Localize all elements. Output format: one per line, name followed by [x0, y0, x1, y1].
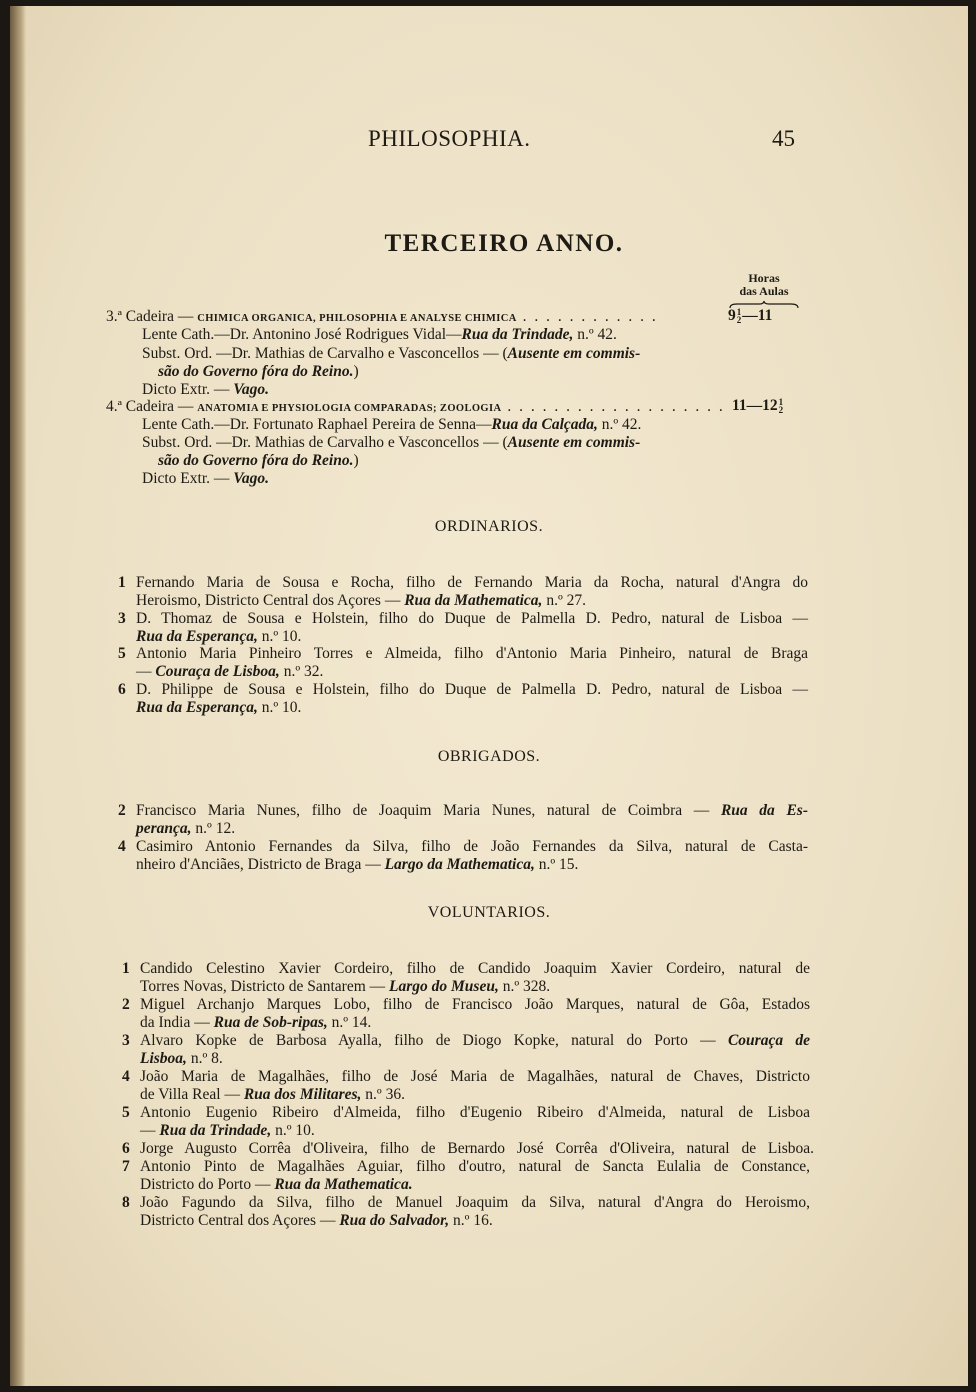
cadeira-3-heading: 3.ª Cadeira — CHIMICA ORGANICA, PHILOSOPHIA E ANALYSE CHIMICA . . . . . . . . . . . .	[106, 308, 658, 325]
list-item: 4 Casimiro Antonio Fernandes da Silva, filho de João Fernandes da Silva, natural de Casta-	[118, 838, 808, 855]
list-item-cont: Lisboa, n.º 8.	[140, 1050, 223, 1067]
list-item-cont: Rua da Esperança, n.º 10.	[136, 628, 302, 645]
book-page	[10, 6, 968, 1386]
list-item: 3 D. Thomaz de Sousa e Holstein, filho do Duque de Palmella D. Pedro, natural de Lisboa —	[118, 610, 808, 627]
hours-header-line1: Horas	[748, 271, 780, 285]
list-item: 5 Antonio Maria Pinheiro Torres e Almeida, filho d'Antonio Maria Pinheiro, natural de Braga	[118, 645, 808, 662]
cadeira-subject: ANATOMIA E PHYSIOLOGIA COMPARADAS; ZOOLOGIA	[197, 403, 502, 414]
page-number: 45	[772, 126, 795, 151]
list-item-cont: nheiro d'Anciães, Districto de Braga — Largo da Mathematica, n.º 15.	[136, 856, 579, 873]
list-item-cont: perança, n.º 12.	[136, 820, 236, 837]
year-title: TERCEIRO ANNO.	[384, 230, 624, 257]
list-item: 5 Antonio Eugenio Ribeiro d'Almeida, filho d'Eugenio Ribeiro d'Almeida, natural de Lisboa	[122, 1104, 810, 1121]
cadeira-3-extr: Dicto Extr. — Vago.	[142, 381, 270, 398]
list-item: 8 João Fagundo da Silva, filho de Manuel Joaquim da Silva, natural d'Angra do Heroismo,	[122, 1194, 810, 1211]
cadeira-label: Cadeira —	[125, 308, 194, 325]
list-item: 6 D. Philippe de Sousa e Holstein, filho do Duque de Palmella D. Pedro, natural de Lisboa —	[118, 681, 808, 698]
list-item: 2 Francisco Maria Nunes, filho de Joaquim Maria Nunes, natural de Coimbra — Rua da Es-	[118, 802, 808, 819]
section-heading-voluntarios: VOLUNTARIOS.	[427, 904, 551, 921]
cadeira-3-subst: Subst. Ord. —Dr. Mathias de Carvalho e Vasconcellos — (Ausente em commis-	[142, 345, 641, 362]
list-item-cont: Districto do Porto — Rua da Mathematica.	[140, 1176, 413, 1193]
list-item-cont: Rua da Esperança, n.º 10.	[136, 699, 302, 716]
list-item-cont: — Couraça de Lisboa, n.º 32.	[136, 663, 324, 680]
cadeira-number: 4.ª	[106, 398, 122, 415]
list-item: 1 Candido Celestino Xavier Cordeiro, filho de Candido Joaquim Xavier Cordeiro, natural de	[122, 960, 810, 977]
list-item-cont: de Villa Real — Rua dos Militares, n.º 36.	[140, 1086, 405, 1103]
list-item-cont: da India — Rua de Sob-ripas, n.º 14.	[140, 1014, 372, 1031]
list-item: 7 Antonio Pinto de Magalhães Aguiar, filho d'outro, natural de Sancta Eulalia de Constance,	[122, 1158, 810, 1175]
half-fraction: 1 2	[736, 307, 742, 326]
cadeira-3-hours: 9 1 2 —11	[728, 307, 773, 326]
hours-column-header	[726, 272, 802, 309]
section-heading-obrigados: OBRIGADOS.	[437, 748, 541, 765]
cadeira-4-subst: Subst. Ord. —Dr. Mathias de Carvalho e Vasconcellos — (Ausente em commis-	[142, 434, 641, 451]
page-spine-shadow	[10, 6, 26, 1386]
list-item-cont: Torres Novas, Districto de Santarem — Largo do Museu, n.º 328.	[140, 978, 551, 995]
list-item: 4 João Maria de Magalhães, filho de José Maria de Magalhães, natural de Chaves, Districto	[122, 1068, 810, 1085]
list-item: 3 Alvaro Kopke de Barbosa Ayalla, filho de Diogo Kopke, natural do Porto — Couraça de	[122, 1032, 810, 1049]
running-title: PHILOSOPHIA.	[368, 126, 531, 151]
list-item-cont: — Rua da Trindade, n.º 10.	[140, 1122, 315, 1139]
hours-header-line2: das Aulas	[739, 284, 789, 298]
list-item-cont: Heroismo, Districto Central dos Açores — Rua da Mathematica, n.º 27.	[136, 592, 586, 609]
cadeira-label: Cadeira —	[125, 398, 194, 415]
half-fraction: 1 2	[778, 397, 784, 416]
cadeira-3-subst-cont: são do Governo fóra do Reino.)	[158, 363, 359, 380]
running-header	[10, 126, 968, 156]
cadeira-subject: CHIMICA ORGANICA, PHILOSOPHIA E ANALYSE CHIMICA	[197, 313, 517, 324]
list-item-cont: Districto Central dos Açores — Rua do Salvador, n.º 16.	[140, 1212, 493, 1229]
list-item: 1 Fernando Maria de Sousa e Rocha, filho de Fernando Maria da Rocha, natural d'Angra do	[118, 574, 808, 591]
list-item: 6 Jorge Augusto Corrêa d'Oliveira, filho de Bernardo José Corrêa d'Oliveira, natural de Lisboa.	[122, 1140, 814, 1157]
cadeira-3-lente: Lente Cath.—Dr. Antonino José Rodrigues Vidal—Rua da Trindade, n.º 42.	[142, 326, 617, 343]
cadeira-4-heading: 4.ª Cadeira — ANATOMIA E PHYSIOLOGIA COMPARADAS; ZOOLOGIA . . . . . . . . . . . . . . . . . . .	[106, 398, 725, 415]
cadeira-number: 3.ª	[106, 308, 122, 325]
cadeira-4-extr: Dicto Extr. — Vago.	[142, 470, 270, 487]
cadeira-4-subst-cont: são do Governo fóra do Reino.)	[158, 452, 359, 469]
list-item: 2 Miguel Archanjo Marques Lobo, filho de Francisco João Marques, natural de Gôa, Estados	[122, 996, 810, 1013]
section-heading-ordinarios: ORDINARIOS.	[434, 518, 544, 535]
cadeira-4-hours: 11—12 1 2	[732, 397, 784, 416]
cadeira-4-lente: Lente Cath.—Dr. Fortunato Raphael Pereira de Senna—Rua da Calçada, n.º 42.	[142, 416, 642, 433]
